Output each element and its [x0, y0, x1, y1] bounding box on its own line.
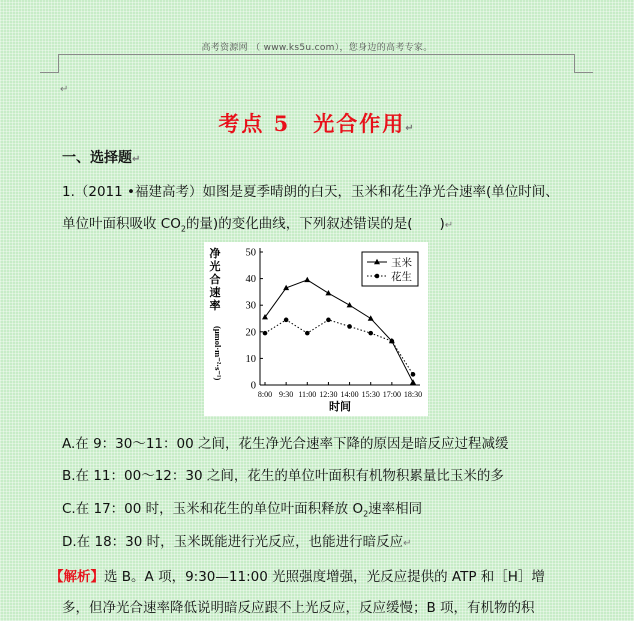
section-heading-text: 一、选择题	[62, 150, 132, 166]
analysis-text: 选 B。A 项，9:30—11:00 光照强度增强，光反应提供的 ATP 和［H］增	[104, 569, 545, 585]
series-line-circle	[265, 320, 413, 375]
chart-legend	[362, 252, 418, 286]
y-axis-label-char: 率	[209, 300, 221, 312]
y-tick-label: 40	[245, 274, 256, 286]
option-b-text: B.在 11：00～12：30 之间，花生的单位叶面积有机物积累量比玉米的多	[62, 468, 504, 484]
paragraph-mark: ↵	[132, 154, 141, 165]
page-header-text: 高考资源网 （ www.ks5u.com），您身边的高考专家。	[201, 43, 433, 53]
x-tick-label: 17:00	[382, 390, 401, 399]
option-d-text: D.在 18：30 时，玉米既能进行光反应，也能进行暗反应	[62, 534, 404, 550]
corner-mark-left	[40, 54, 59, 73]
data-point-triangle	[347, 302, 353, 307]
data-point-triangle	[410, 379, 416, 384]
y-axis-unit: (μmol·m⁻²·s⁻¹)	[213, 326, 223, 381]
data-point-circle	[305, 331, 310, 336]
analysis-label: 【解析】	[50, 569, 104, 585]
option-a	[62, 432, 509, 452]
corner-mark-right	[574, 54, 593, 73]
subscript: 2	[363, 509, 369, 519]
y-tick-label: 30	[245, 300, 256, 312]
data-point-circle	[390, 339, 395, 344]
data-point-circle	[368, 331, 373, 336]
question-stem-line-2	[62, 212, 453, 234]
data-point-triangle	[368, 315, 374, 320]
y-tick-label: 10	[245, 353, 256, 365]
data-point-circle	[326, 318, 331, 323]
paragraph-mark: ↵	[60, 84, 69, 95]
option-a-text: A.在 9：30～11：00 之间，花生净光合速率下降的原因是暗反应过程减缓	[62, 436, 509, 452]
option-b	[62, 464, 504, 484]
x-tick-label: 14:00	[340, 390, 359, 399]
page-title	[0, 108, 634, 138]
line-chart	[204, 242, 428, 416]
option-d	[62, 530, 412, 550]
chart-series	[262, 277, 416, 385]
y-tick-label: 50	[245, 247, 256, 259]
y-axis-label-char: 速	[209, 287, 221, 299]
data-point-circle	[411, 372, 416, 377]
option-c-text: 速率相同	[368, 501, 423, 517]
y-tick-label: 0	[250, 380, 256, 392]
paragraph-mark: ↵	[405, 123, 416, 134]
y-axis-label-char: 合	[209, 274, 221, 286]
x-tick-label: 18:30	[403, 390, 423, 399]
analysis-line-2	[62, 596, 535, 616]
section-heading	[62, 147, 140, 167]
x-tick-label: 11:00	[298, 390, 317, 399]
data-point-circle	[263, 331, 268, 336]
paragraph-mark: ↵	[444, 220, 454, 231]
series-line-triangle	[265, 280, 413, 382]
option-c-text: C.在 17：00 时，玉米和花生的单位叶面积释放 O	[62, 501, 364, 517]
legend-label: 玉米	[391, 258, 412, 269]
chart-svg	[204, 242, 428, 416]
y-tick-label: 20	[245, 327, 256, 339]
y-axis-label-char: 净	[209, 248, 221, 260]
data-point-circle	[347, 324, 352, 329]
legend-label: 花生	[391, 272, 412, 283]
y-axis-label	[210, 246, 224, 380]
question-stem-text: 单位叶面积吸收 CO	[62, 216, 181, 232]
question-stem-line-1	[62, 180, 559, 200]
title-text: 考点 5 光合作用	[218, 111, 406, 136]
data-point-triangle	[325, 290, 331, 295]
data-point-circle	[284, 318, 289, 323]
paragraph-mark: ↵	[403, 538, 412, 549]
y-axis-label-char: 光	[209, 261, 221, 273]
question-stem-text: 1.（2011 •福建高考）如图是夏季晴朗的白天，玉米和花生净光合速率(单位时间、	[62, 184, 559, 200]
data-point-triangle	[304, 277, 310, 282]
question-stem-text: 的量)的变化曲线，下列叙述错误的是( )	[185, 216, 445, 232]
header-rule	[58, 54, 574, 55]
analysis-line-1	[50, 565, 545, 585]
x-tick-label: 9:30	[279, 390, 294, 399]
x-axis-label: 时间	[329, 401, 351, 413]
x-tick-label: 12:30	[319, 390, 338, 399]
analysis-text: 多，但净光合速率降低说明暗反应跟不上光反应，反应缓慢；B 项，有机物的积	[62, 600, 535, 616]
x-tick-label: 8:00	[257, 390, 273, 399]
x-tick-label: 15:30	[361, 390, 380, 399]
subscript: 2	[180, 224, 186, 234]
legend-marker-circle	[375, 274, 380, 279]
option-c	[62, 497, 422, 519]
